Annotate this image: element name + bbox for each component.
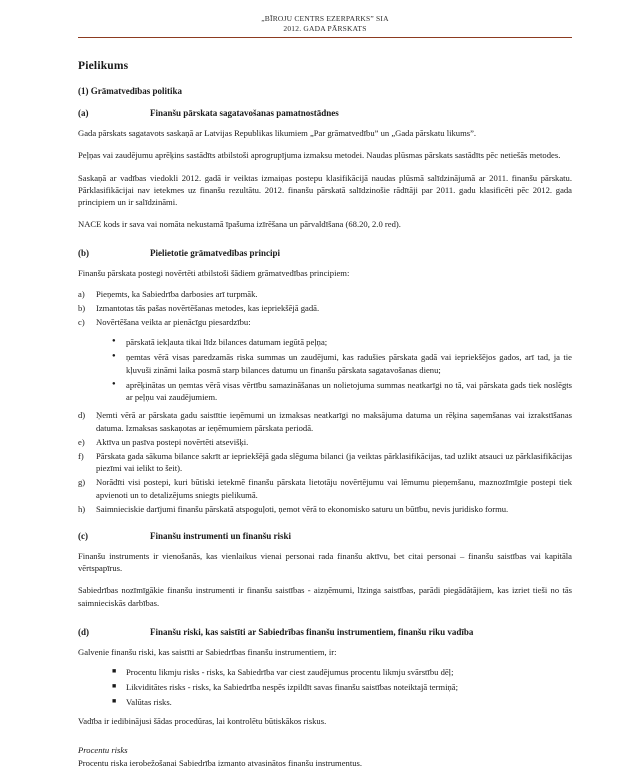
bullet-icon: ● bbox=[112, 338, 116, 345]
list-item-text: Aktīva un pasīva postepi novērtēti atsevišķi. bbox=[96, 436, 249, 447]
list-b-principles-cont bbox=[78, 409, 572, 515]
list-item-label: a) bbox=[78, 288, 85, 299]
list-item-text: Likviditātes risks - risks, ka Sabiedrība nespēs izpildīt savas finanšu saistības noteiktajā termiņā; bbox=[126, 682, 458, 693]
clause-c-marker: (c) bbox=[78, 530, 88, 541]
procentu-risks-title: Procentu risks bbox=[78, 744, 128, 755]
list-item-label: e) bbox=[78, 436, 85, 447]
list-item-label: f) bbox=[78, 450, 84, 461]
list-item-text: Pārskata gada sākuma bilance sakrīt ar iepriekšējā gada slēguma bilanci (ja veiktas pārklasifikācijas, tad uzlikt atsauci uz pārklasifikācijas piezīmi vai ielikt to šeit). bbox=[96, 450, 572, 474]
list-item-text: Saimnieciskie darījumi finanšu pārskatā atspoguļoti, ņemot vērā to ekonomisko saturu un būtību, nevis juridisko formu. bbox=[96, 503, 509, 514]
bullet-icon: ● bbox=[112, 353, 116, 360]
sublist-item-text: ņemtas vērā visas paredzamās riska summas un zaudējumi, kas radušies pārskata gadā vai iepriekšējos gados, arī tad, ja tie kļuvuši zināmi laika posmā starp bilances datumu un finanšu pārskata sagatavošanas dienu; bbox=[126, 352, 572, 375]
paragraph-d-intro: Galvenie finanšu riski, kas saistīti ar Sabiedrības finanšu instrumentiem, ir: bbox=[78, 646, 337, 657]
list-item-label: h) bbox=[78, 503, 86, 514]
list-item-text: Pieņemts, ka Sabiedrība darbosies arī turpmāk. bbox=[96, 288, 258, 299]
paragraph-a4: NACE kods ir sava vai nomāta nekustamā īpašuma izīrēšana un pārvaldīšana (68.20, 2.0 red). bbox=[78, 219, 401, 230]
bullet-icon: ● bbox=[112, 380, 116, 387]
list-item-label: b) bbox=[78, 302, 86, 313]
list-item-label: d) bbox=[78, 410, 86, 421]
document-header bbox=[78, 14, 572, 34]
list-item bbox=[112, 681, 572, 693]
square-bullet-icon: ■ bbox=[112, 666, 117, 675]
procentu-risks-text: Procentu riska ierobežošanai Sabiedrība izmanto atvasinātos finanšu instrumentus. bbox=[78, 757, 362, 768]
header-report-line: 2012. GADA PĀRSKATS bbox=[283, 24, 367, 34]
clause-a bbox=[78, 108, 572, 118]
clause-d-heading: Finanšu riski, kas saistīti ar Sabiedrības finanšu instrumentiem, finanšu riku vadība bbox=[150, 626, 474, 637]
sublist-item bbox=[112, 379, 572, 403]
page-title: Pielikums bbox=[78, 60, 129, 73]
sublist-item bbox=[112, 336, 572, 348]
list-d-risks bbox=[112, 666, 572, 709]
list-item-text: Procentu likmju risks - risks, ka Sabiedrība var ciest zaudējumus procentu likmju svārstību dēļ; bbox=[126, 666, 454, 677]
header-company-line: „BĪROJU CENTRS EZERPARKS” SIA bbox=[261, 14, 389, 23]
clause-d bbox=[78, 627, 572, 637]
list-item bbox=[78, 476, 572, 500]
spacer-b-c bbox=[78, 523, 572, 531]
list-item-text: Ņemti vērā ar pārskata gadu saistītie ieņēmumi un izmaksas neatkarīgi no maksājuma datuma un rēķina saņemšanas vai izrakstīšanas datuma. Izmaksas saskaņotas ar ieņēmumiem pārskata periodā. bbox=[96, 410, 572, 433]
clause-c-heading: Finanšu instrumenti un finanšu riski bbox=[150, 530, 292, 541]
list-item bbox=[78, 316, 572, 328]
list-item-label: c) bbox=[78, 317, 85, 328]
clause-a-heading: Finanšu pārskata sagatavošanas pamatnostādnes bbox=[150, 108, 339, 119]
sublist-c-measurement bbox=[112, 336, 572, 403]
sublist-item bbox=[112, 351, 572, 375]
clause-a-marker: (a) bbox=[78, 108, 89, 119]
section-subtitle: (1) Grāmatvedības politika bbox=[78, 86, 183, 97]
list-item-text: Valūtas risks. bbox=[126, 697, 172, 708]
list-item-text: Novērtēšana veikta ar pienācīgu piesardzību: bbox=[96, 317, 251, 328]
spacer-a-b bbox=[78, 240, 572, 248]
clause-d-marker: (d) bbox=[78, 626, 89, 637]
spacer-c-d bbox=[78, 619, 572, 627]
paragraph-c1: Finanšu instruments ir vienošanās, kas vienlaikus vienai personai rada finanšu aktīvu, bet citai personai – finanšu saistības vai kapitāla vērtspapīrus. bbox=[78, 550, 572, 574]
list-item-text: Izmantotas tās pašas novērtēšanas metodes, kas iepriekšējā gadā. bbox=[96, 302, 320, 313]
list-item bbox=[112, 696, 572, 708]
square-bullet-icon: ■ bbox=[112, 682, 117, 691]
spacer-d-end bbox=[78, 737, 572, 745]
clause-b bbox=[78, 248, 572, 258]
paragraph-a1: Gada pārskats sagatavots saskaņā ar Latvijas Republikas likumiem „Par grāmatvedību” un „Gada pārskatu likums”. bbox=[78, 128, 477, 139]
sublist-item-text: pārskatā iekļauta tikai līdz bilances datumam iegūtā peļņa; bbox=[126, 337, 328, 348]
clause-c bbox=[78, 531, 572, 541]
paragraph-a2: Peļņas vai zaudējumu aprēķins sastādīts atbilstoši aprogrupījuma izmaksu metodei. Naudas plūsmas pārskats sastādīts pēc netiešās metodes. bbox=[78, 150, 561, 161]
sublist-item-text: aprēķinātas un ņemtas vērā visas vērtību samazināšanas un nolietojuma summas neatkarīgi no tā, vai pārskata gads tiek noslēgts ar peļņu vai zaudējumiem. bbox=[126, 379, 572, 403]
paragraph-c2: Sabiedrības nozīmīgākie finanšu instrumenti ir finanšu saistības - aizņēmumi, līzinga saistības, parādi piegādātājiem, kas izriet tieši no tās saimnieciskās darbības. bbox=[78, 585, 572, 608]
list-item-text: Norādīti visi postepi, kuri būtiski ietekmē finanšu pārskata lietotāju novērtējumu vai lēmumu pieņemšanu, maznozīmīgie postepi tiek apvienoti un to detalizējums sniegts pielikumā. bbox=[96, 477, 572, 500]
list-b-principles bbox=[78, 288, 572, 329]
list-item bbox=[78, 288, 572, 300]
list-item bbox=[78, 503, 572, 515]
paragraph-b-intro: Finanšu pārskata postegi novērtēti atbilstoši šādiem grāmatvedības principiem: bbox=[78, 268, 350, 279]
list-item bbox=[78, 409, 572, 433]
list-item-label: g) bbox=[78, 477, 86, 488]
paragraph-a3: Saskaņā ar vadības viedokli 2012. gadā ir veiktas izmaiņas postepu klasifikācijā naudas plūsmā salīdzinājumā ar 2011. finanšu pārskatu. Pārklasifikācijai nav ietekmes uz finanšu rezultātu. 2012. finanšu pārskatā salīdzinošie rādītāji par 2011. gadu klasificēti pēc 2012. gada principiem un ir salīdzināmi. bbox=[78, 172, 572, 208]
paragraph-d-closing: Vadība ir iedibinājusi šādas procedūras, lai kontrolētu būtiskākos riskus. bbox=[78, 715, 327, 726]
list-item bbox=[78, 302, 572, 314]
clause-b-heading: Pielietotie grāmatvedības principi bbox=[150, 248, 280, 259]
list-item bbox=[78, 450, 572, 474]
clause-b-marker: (b) bbox=[78, 248, 89, 259]
list-item bbox=[112, 666, 572, 678]
header-divider bbox=[78, 37, 572, 38]
square-bullet-icon: ■ bbox=[112, 697, 117, 706]
list-item bbox=[78, 436, 572, 448]
